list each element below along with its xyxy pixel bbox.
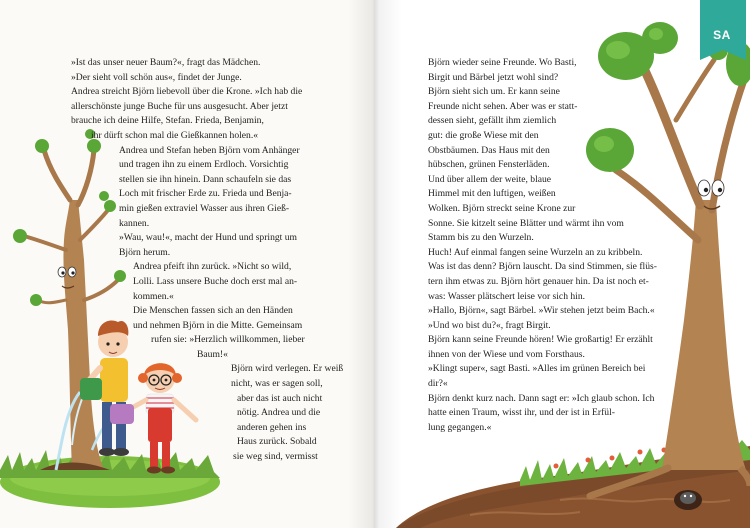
text-line: »Ist das unser neuer Baum?«, fragt das Mädchen.: [71, 57, 261, 68]
text-line: »Und wo bist du?«, fragt Birgit.: [428, 319, 551, 331]
mole-in-burrow: [674, 490, 702, 510]
text-line: Björn wird verlegen. Er weiß: [231, 363, 344, 375]
section-ribbon-label: SA: [713, 28, 731, 42]
text-line: Andrea pfeift ihn zurück. »Nicht so wild,: [133, 261, 292, 273]
text-line: sie weg sind, vermisst: [233, 451, 318, 463]
text-line: gut: die große Wiese mit den: [428, 129, 539, 141]
text-line: Andrea streicht Björn liebevoll über die Krone. »Ich hab die: [71, 86, 303, 98]
left-page-text: [71, 56, 351, 465]
text-line: aber das ist auch nicht: [237, 392, 323, 404]
text-line: Haus zurück. Sobald: [237, 436, 317, 448]
text-line: Himmel mit den luftigen, weißen: [428, 188, 556, 200]
text-line: Lolli. Lass unsere Buche doch erst mal an-: [133, 275, 298, 287]
text-line: nicht, was er sagen soll,: [231, 378, 323, 390]
text-line: Björn sieht sich um. Er kann seine: [428, 86, 560, 98]
text-line: hübschen, grünen Fensterläden.: [428, 159, 550, 171]
text-line: Baum!«: [197, 348, 228, 360]
right-page-text: [428, 56, 728, 435]
text-line: allerschönste junge Buche für uns ausgesucht. Aber jetzt: [71, 100, 288, 112]
text-line: und tragen ihn zu einem Erdloch. Vorsichtig: [119, 159, 289, 171]
text-line: nötig. Andrea und die: [237, 407, 321, 419]
text-line: Freunde nicht sehen. Aber was er statt-: [428, 100, 578, 112]
text-line: »Klingt super«, sagt Basti. »Alles im grünen Bereich bei: [428, 363, 646, 375]
text-line: Birgit und Bärbel jetzt wohl sind?: [428, 71, 559, 83]
text-line: Wolken. Björn streckt seine Krone zur: [428, 202, 576, 214]
text-line: Björn herum.: [119, 246, 171, 258]
text-line: hatte einen Traum, wisst ihr, und der ist in Erfül-: [428, 407, 615, 419]
text-line: Und über allem der weite, blaue: [428, 173, 552, 185]
text-line: Andrea und Stefan heben Björn vom Anhänger: [119, 144, 300, 156]
text-line: ihnen von der Wiese und vom Forsthaus.: [428, 348, 585, 360]
text-line: Stamm bis zu den Wurzeln.: [428, 232, 534, 244]
text-line: Björn wieder seine Freunde. Wo Basti,: [428, 57, 577, 68]
text-line: Obstbäumen. Das Haus mit den: [428, 144, 550, 156]
text-line: und nehmen Björn in die Mitte. Gemeinsam: [133, 319, 303, 331]
text-line: Björn kann seine Freunde hören! Wie großartig! Er erzählt: [428, 334, 653, 346]
text-line: tern ihm etwas zu. Björn hört genauer hin. Da ist noch et-: [428, 275, 649, 287]
text-line: Loch mit frischer Erde zu. Frieda und Benja-: [119, 188, 292, 200]
text-line: min gießen extraviel Wasser aus ihren Gieß-: [119, 202, 290, 214]
text-line: was: Wasser plätschert leise vor sich hin.: [428, 290, 586, 302]
text-line: »Hallo, Björn«, sagt Bärbel. »Wir stehen jetzt beim Bach.«: [428, 305, 655, 317]
text-line: dessen sieht, gefällt ihm ziemlich: [428, 115, 557, 127]
text-line: lung gegangen.«: [428, 421, 492, 433]
text-line: Björn denkt kurz nach. Dann sagt er: »Ich glaub schon. Ich: [428, 392, 655, 404]
text-line: kommen.«: [133, 290, 174, 302]
text-line: kannen.: [119, 217, 150, 229]
text-line: Huch! Auf einmal fangen seine Wurzeln an zu kribbeln.: [428, 246, 643, 258]
text-line: stellen sie ihn hinein. Dann schaufeln sie das: [119, 173, 292, 185]
text-line: »Wau, wau!«, macht der Hund und springt um: [119, 232, 298, 244]
text-line: brauche ich deine Hilfe, Stefan. Frieda, Benjamin,: [71, 115, 264, 127]
text-line: ihr dürft schon mal die Gießkannen holen.«: [91, 129, 259, 141]
text-line: dir?«: [428, 378, 448, 390]
text-line: rufen sie: »Herzlich willkommen, lieber: [151, 334, 305, 346]
text-line: Sonne. Sie kitzelt seine Blätter und wärmt ihn vom: [428, 217, 624, 229]
text-line: Die Menschen fassen sich an den Händen: [133, 305, 293, 317]
text-line: anderen gehen ins: [237, 421, 307, 433]
text-line: Was ist das denn? Björn lauscht. Da sind Stimmen, sie flüs-: [428, 261, 657, 273]
text-line: »Der sieht voll schön aus«, findet der Junge.: [71, 71, 242, 83]
